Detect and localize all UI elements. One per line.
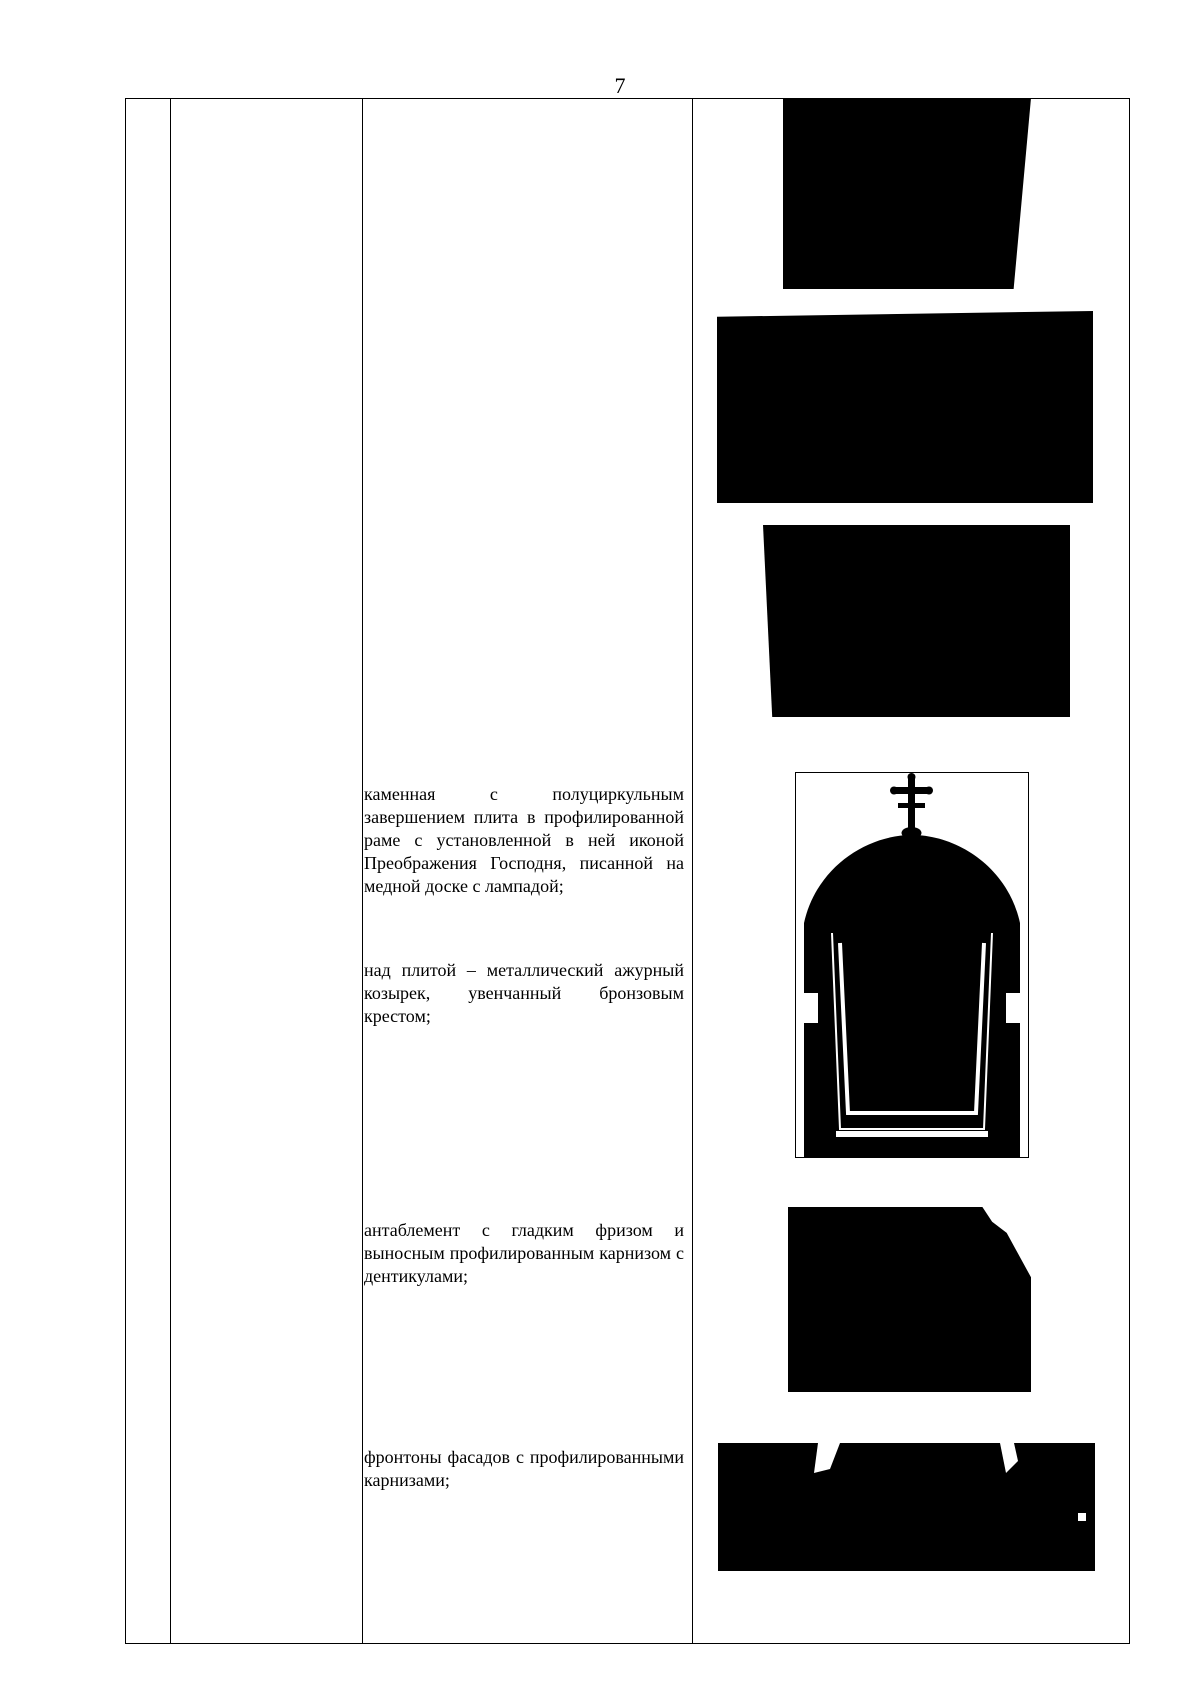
photo-1 — [783, 98, 1031, 289]
photo-icon-case — [795, 772, 1029, 1158]
description-plate: каменная с полуциркульным завершением плита в профилированной раме с установленной в ней иконой Преображения Господня, писанной на медной доске с лампадой; — [364, 784, 684, 896]
photo-entablature — [788, 1207, 1031, 1392]
column-border — [170, 98, 171, 1644]
description-entablature: антаблемент с гладким фризом и выносным профилированным карнизом с дентикулами; — [364, 1220, 684, 1286]
photo-2 — [717, 311, 1093, 503]
column-border — [125, 98, 126, 1644]
photo-3 — [763, 525, 1070, 717]
column-border — [362, 98, 363, 1644]
pediment-image — [718, 1443, 1095, 1571]
photo-pediment — [718, 1443, 1095, 1571]
page-number: 7 — [614, 73, 626, 98]
description-pediments: фронтоны фасадов с профилированными карнизами; — [364, 1447, 684, 1490]
description-canopy: над плитой – металлический ажурный козырек, увенчанный бронзовым крестом; — [364, 960, 684, 1026]
column-border — [1129, 98, 1130, 1644]
table-bottom-border — [125, 1643, 1130, 1644]
column-border — [692, 98, 693, 1644]
icon-case-image — [796, 773, 1028, 1157]
